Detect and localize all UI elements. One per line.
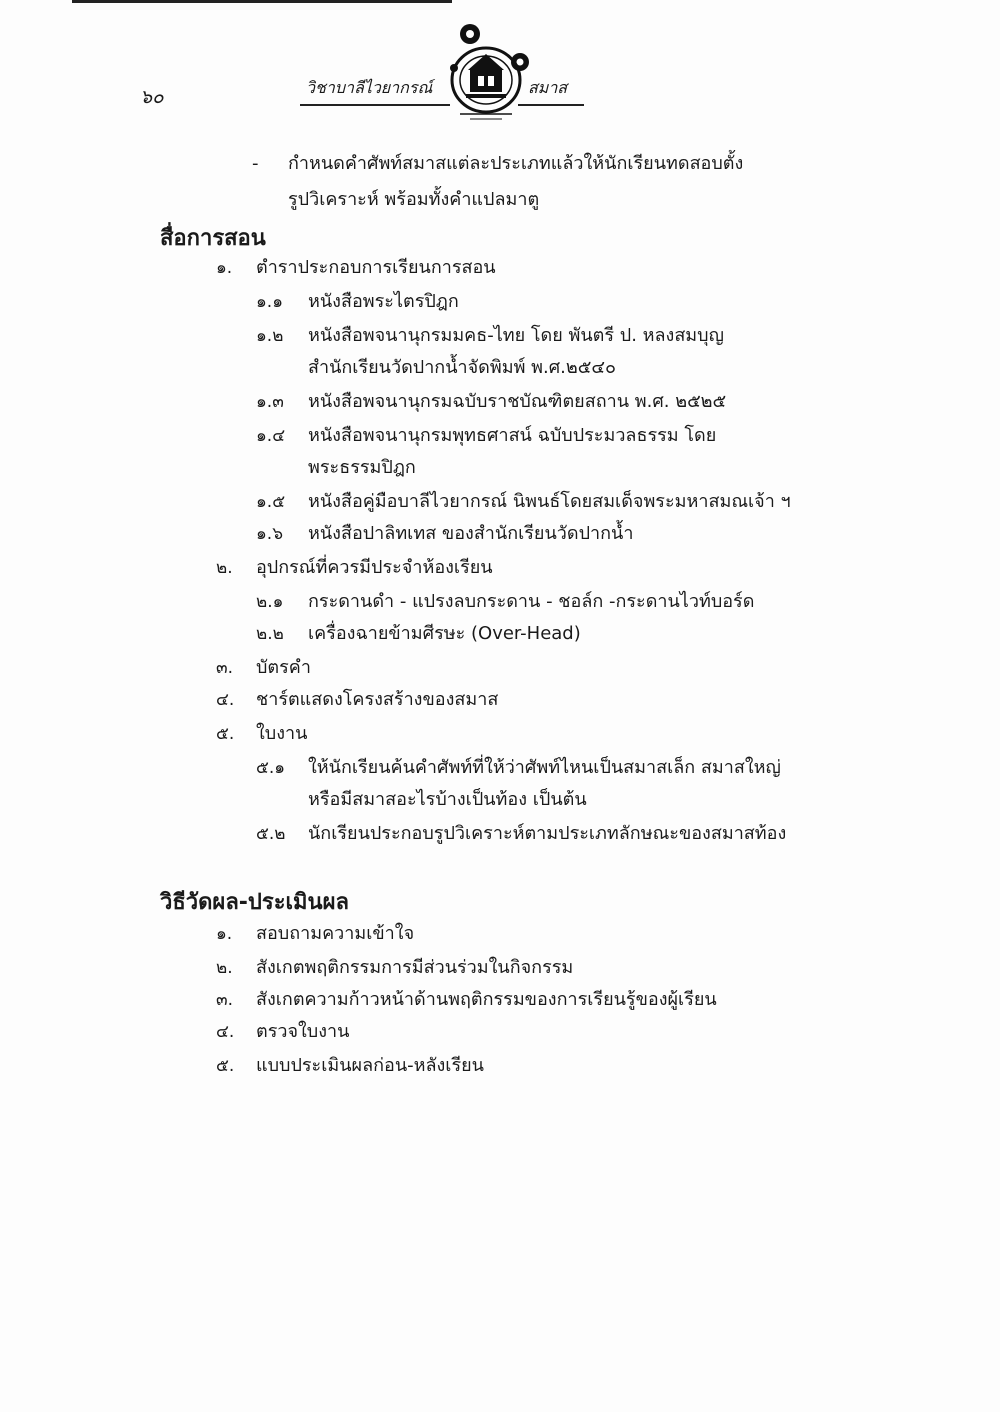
- intro-line-1: กำหนดคำศัพท์สมาสแต่ละประเภทแล้วให้นักเรียนทดสอบตั้ง: [288, 153, 744, 174]
- list-item-text: หนังสือพจนานุกรมมคธ-ไทย โดย พันตรี ป. หลงสมบุญ: [308, 325, 724, 346]
- intro-dash: -: [252, 153, 259, 174]
- list-item-number: ๑.: [216, 924, 233, 944]
- list-item-number: ๒.๑: [256, 592, 284, 612]
- list-item-number: ๓.: [216, 990, 234, 1010]
- list-item-number: ๑.๖: [256, 524, 283, 544]
- list-item-text: หนังสือปาลิทเทส ของสำนักเรียนวัดปากน้ำ: [308, 523, 634, 544]
- list-item-text: สอบถามความเข้าใจ: [256, 923, 415, 944]
- list-item-number: ๔.: [216, 1022, 235, 1042]
- evaluation-heading: วิธีวัดผล-ประเมินผล: [160, 890, 349, 915]
- list-item-text: หนังสือพระไตรปิฎก: [308, 291, 459, 312]
- list-item-text: หนังสือพจนานุกรมพุทธศาสน์ ฉบับประมวลธรรม โดย: [308, 425, 717, 446]
- list-item-continuation: พระธรรมปิฎก: [308, 457, 416, 478]
- intro-line-2: รูปวิเคราะห์ พร้อมทั้งคำแปลมาตู: [288, 189, 540, 210]
- list-item-text: สังเกตพฤติกรรมการมีส่วนร่วมในกิจกรรม: [256, 957, 574, 978]
- list-item-number: ๑.: [216, 258, 233, 278]
- list-item-text: อุปกรณ์ที่ควรมีประจำห้องเรียน: [256, 557, 493, 578]
- list-item-number: ๕.๒: [256, 824, 286, 844]
- list-item-number: ๒.๒: [256, 624, 284, 644]
- top-rule: [72, 0, 452, 3]
- list-item-number: ๑.๓: [256, 392, 284, 412]
- media-heading: สื่อการสอน: [160, 226, 266, 251]
- list-item-text: ให้นักเรียนค้นคำศัพท์ที่ให้ว่าศัพท์ไหนเป็นสมาสเล็ก สมาสใหญ่: [308, 757, 781, 778]
- page-number: ๖๐: [140, 86, 164, 108]
- list-item-number: ๑.๒: [256, 326, 284, 346]
- header-topic: สมาส: [528, 78, 568, 97]
- list-item-number: ๓.: [216, 658, 234, 678]
- list-item-text: หนังสือคู่มือบาลีไวยากรณ์ นิพนธ์โดยสมเด็จพระมหาสมณเจ้า ฯ: [308, 491, 791, 512]
- list-item-number: ๒.: [216, 558, 233, 578]
- list-item-text: ชาร์ตแสดงโครงสร้างของสมาส: [256, 689, 499, 710]
- header-underline-left: [300, 104, 450, 106]
- list-item-text: ใบงาน: [256, 723, 308, 744]
- header-subject: วิชาบาลีไวยากรณ์: [306, 78, 433, 97]
- list-item-number: ๔.: [216, 690, 235, 710]
- list-item-number: ๑.๔: [256, 426, 286, 446]
- list-item-continuation: หรือมีสมาสอะไรบ้างเป็นท้อง เป็นต้น: [308, 789, 587, 810]
- list-item-text: บัตรคำ: [256, 657, 311, 678]
- list-item-continuation: สำนักเรียนวัดปากน้ำจัดพิมพ์ พ.ศ.๒๕๔๐: [308, 357, 616, 378]
- list-item-number: ๕.: [216, 724, 235, 744]
- list-item-number: ๒.: [216, 958, 233, 978]
- list-item-text: นักเรียนประกอบรูปวิเคราะห์ตามประเภทลักษณะของสมาสท้อง: [308, 823, 787, 844]
- list-item-number: ๑.๕: [256, 492, 286, 512]
- list-item-text: แบบประเมินผลก่อน-หลังเรียน: [256, 1055, 484, 1076]
- list-item-number: ๕.: [216, 1056, 235, 1076]
- list-item-number: ๑.๑: [256, 292, 283, 312]
- list-item-text: กระดานดำ - แปรงลบกระดาน - ชอล์ก -กระดานไวท์บอร์ด: [308, 591, 755, 612]
- list-item-text: สังเกตความก้าวหน้าด้านพฤติกรรมของการเรียนรู้ของผู้เรียน: [256, 989, 717, 1010]
- list-item-text: ตำราประกอบการเรียนการสอน: [256, 257, 496, 278]
- list-item-text: ตรวจใบงาน: [256, 1021, 350, 1042]
- list-item-text: หนังสือพจนานุกรมฉบับราชบัณฑิตยสถาน พ.ศ. ๒๕๒๕: [308, 391, 727, 412]
- list-item-number: ๕.๑: [256, 758, 286, 778]
- list-item-text: เครื่องฉายข้ามศีรษะ (Over-Head): [308, 623, 581, 644]
- emblem-logo: [440, 18, 536, 122]
